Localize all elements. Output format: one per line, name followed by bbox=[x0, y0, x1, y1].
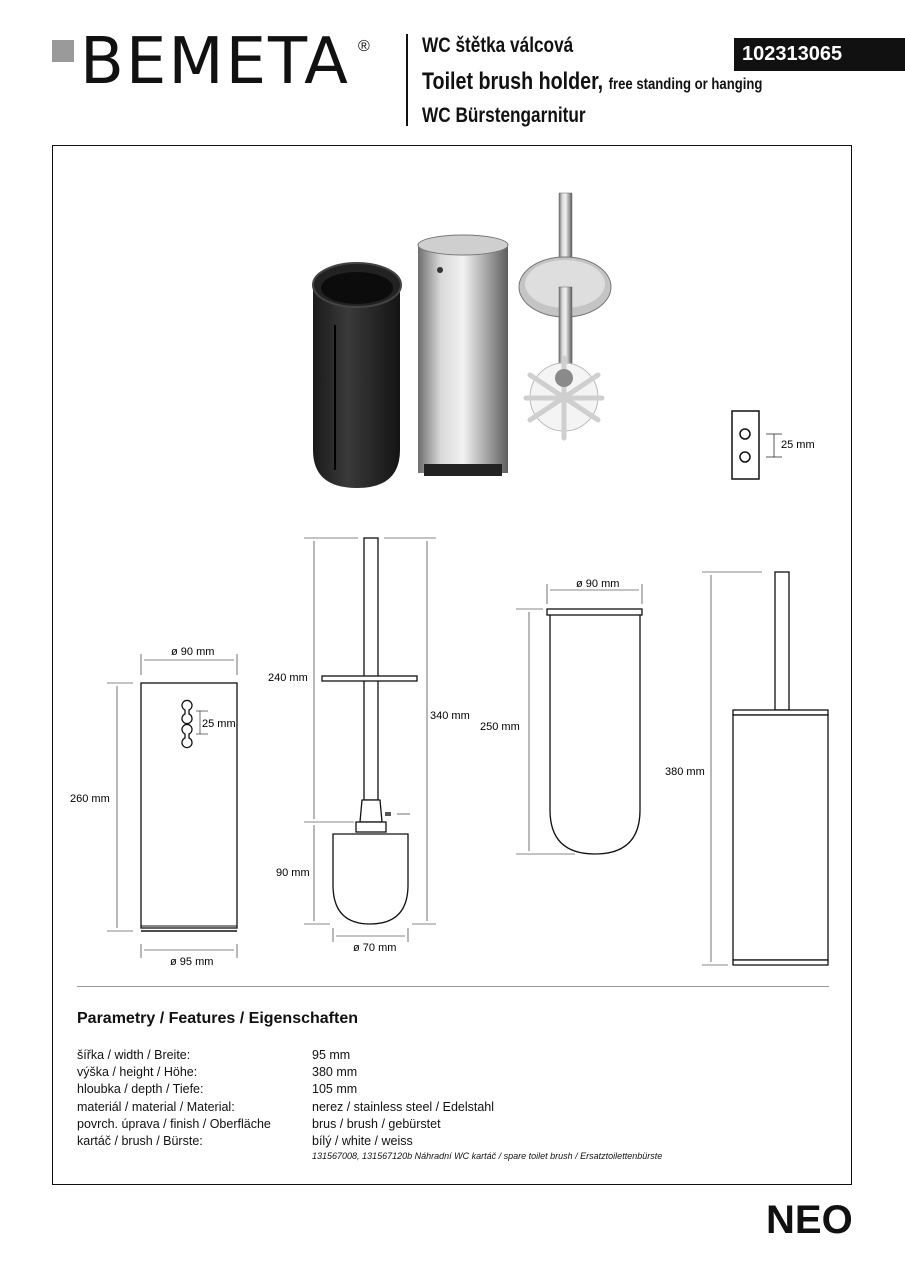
feature-label: kartáč / brush / Bürste: bbox=[77, 1134, 203, 1148]
brush-head-diameter-label: ø 70 mm bbox=[353, 942, 397, 954]
brush-upper-label: 240 mm bbox=[268, 672, 308, 684]
assembled-drawing bbox=[702, 572, 828, 965]
logo-square bbox=[52, 40, 74, 62]
product-code: 102313065 bbox=[734, 38, 905, 71]
feature-label: povrch. úprava / finish / Oberfläche bbox=[77, 1117, 271, 1131]
steel-cylinder-photo bbox=[418, 235, 508, 476]
title-english-sub: free standing or hanging bbox=[608, 76, 763, 93]
brush-total-label: 340 mm bbox=[430, 710, 470, 722]
mount-spacing-label: 25 mm bbox=[781, 439, 815, 451]
registered-mark: ® bbox=[358, 38, 370, 55]
product-diagram bbox=[53, 146, 851, 984]
total-height-label: 380 mm bbox=[665, 766, 705, 778]
brush-head-label: 90 mm bbox=[276, 867, 310, 879]
title-czech: WC štětka válcová bbox=[422, 34, 574, 57]
brand-logo: BEMETA bbox=[80, 25, 350, 99]
spare-parts-note: 131567008, 131567120b Náhradní WC kartáč / spare toilet brush / Ersatztoilettenbürste bbox=[312, 1151, 663, 1161]
header-divider bbox=[406, 34, 408, 126]
holder-drawing bbox=[107, 654, 237, 958]
holder-height-label: 260 mm bbox=[70, 793, 110, 805]
brush-drawing bbox=[304, 538, 436, 942]
title-german: WC Bürstengarnitur bbox=[422, 104, 586, 127]
feature-value: nerez / stainless steel / Edelstahl bbox=[312, 1100, 495, 1114]
holder-hole-spacing-label: 25 mm bbox=[202, 718, 236, 730]
insert-drawing bbox=[516, 584, 642, 854]
feature-label: výška / height / Höhe: bbox=[77, 1065, 198, 1079]
insert-diameter-label: ø 90 mm bbox=[576, 578, 620, 590]
feature-label: hloubka / depth / Tiefe: bbox=[77, 1082, 204, 1096]
holder-top-diameter-label: ø 90 mm bbox=[171, 646, 215, 658]
feature-value: bílý / white / weiss bbox=[312, 1134, 413, 1148]
feature-value: brus / brush / gebürstet bbox=[312, 1117, 441, 1131]
title-english: Toilet brush holder, free standing or hanging bbox=[422, 68, 763, 95]
holder-bottom-diameter-label: ø 95 mm bbox=[170, 956, 214, 968]
brush-photo bbox=[519, 193, 611, 438]
series-name: NEO bbox=[766, 1198, 853, 1242]
features-title: Parametry / Features / Eigenschaften bbox=[77, 1010, 358, 1027]
feature-value: 95 mm bbox=[312, 1048, 351, 1062]
feature-value: 380 mm bbox=[312, 1065, 358, 1079]
wall-bracket-drawing bbox=[732, 411, 782, 479]
feature-label: šířka / width / Breite: bbox=[77, 1048, 191, 1062]
insert-height-label: 250 mm bbox=[480, 721, 520, 733]
feature-value: 105 mm bbox=[312, 1082, 358, 1096]
section-divider bbox=[77, 986, 829, 987]
black-insert-photo bbox=[313, 263, 401, 488]
feature-label: materiál / material / Material: bbox=[77, 1100, 235, 1114]
